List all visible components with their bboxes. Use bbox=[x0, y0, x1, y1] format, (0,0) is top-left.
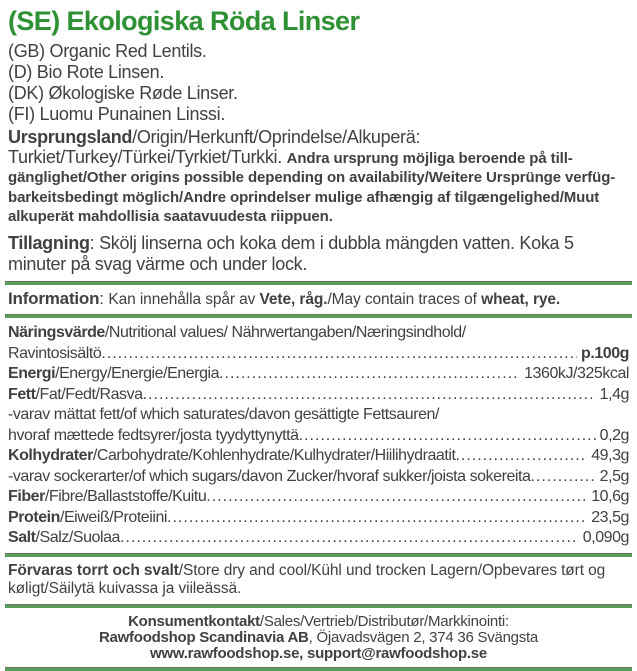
text-segment: wheat, rye. bbox=[481, 291, 561, 309]
text-segment: : bbox=[99, 289, 109, 309]
text-segment: /Nutritional values/ Nährwertangaben/Næringsindhold/ bbox=[104, 324, 466, 342]
text-segment: www.rawfoodshop.se, support@rawfoodshop.se bbox=[150, 644, 487, 662]
text-segment: /May contain traces of bbox=[327, 291, 482, 309]
text-segment: /Sales/Vertrieb/Distributør/Markkinointi: bbox=[259, 612, 509, 630]
nutrition-row-heading bbox=[8, 405, 629, 426]
text-segment: Kan innehålla spår av bbox=[108, 291, 260, 309]
subtitle-fi: (FI) Luomu Punainen Linssi. bbox=[8, 104, 226, 124]
separator-rule bbox=[5, 667, 632, 671]
dot-leader bbox=[206, 487, 587, 508]
nutrient-value: p.100g bbox=[581, 344, 629, 362]
allergen-information bbox=[8, 289, 629, 310]
text-segment: Konsumentkontakt bbox=[128, 612, 260, 630]
text-segment: /Fibre/Ballaststoffe/Kuitu bbox=[44, 488, 207, 506]
nutrient-label bbox=[8, 487, 206, 508]
subtitle-gb: (GB) Organic Red Lentils. bbox=[8, 41, 207, 61]
nutrient-value: 0,2g bbox=[599, 426, 629, 444]
storage-instructions bbox=[8, 562, 629, 598]
text-segment: /Eiweiß/Proteiini bbox=[59, 508, 168, 526]
text-segment: : Skölj linserna och koka dem i dubbla mängden vatten. Koka 5 minuter på svag värme och under lock. bbox=[8, 233, 574, 274]
text-segment: -varav sockerarter/of which sugars/davon Zucker/hvoraf sukker/joista sokereita bbox=[8, 467, 531, 485]
contact-block bbox=[8, 614, 629, 662]
text-segment: /Carbohydrate/Kohlenhydrate/Kulhydrater/Hiilihydraatit bbox=[92, 447, 456, 465]
text-segment: /Salz/Suolaa bbox=[35, 529, 120, 547]
preparation-paragraph bbox=[8, 233, 629, 274]
nutrition-row bbox=[8, 364, 629, 385]
nutrient-label bbox=[8, 446, 455, 467]
text-segment: Andra ursprung möjliga beroende på tillgänglighet/Other origins possible depending on availability/Weitere Ursprünge verfügbarkeitsbedingt möglich/Andre oprindelser mulige afhængig af tilgængelighed/Muut alkuperät mahdollisia saatavuudesta riippuen. bbox=[8, 149, 616, 226]
text-segment: Energi bbox=[8, 365, 56, 383]
nutrient-value: 1,4g bbox=[599, 385, 629, 403]
text-segment: Salt bbox=[8, 529, 36, 547]
origin-paragraph bbox=[8, 128, 629, 226]
contact-line-web-email bbox=[8, 646, 629, 662]
dot-leader bbox=[101, 344, 577, 365]
text-segment: Ravintosisältö bbox=[8, 344, 102, 362]
nutrition-row bbox=[8, 467, 629, 488]
nutrient-label bbox=[8, 508, 167, 529]
nutrition-row bbox=[8, 344, 629, 365]
text-segment: Turkiet/Turkey/Türkei/Tyrkiet/Turkki. bbox=[8, 146, 287, 167]
text-segment: Protein bbox=[8, 508, 60, 526]
text-segment: Rawfoodshop Scandinavia AB bbox=[98, 628, 309, 646]
text-segment: -varav mättat fett/of which saturates/davon gesättigte Fettsauren/ bbox=[8, 406, 439, 424]
subtitle-dk: (DK) Økologiske Røde Linser. bbox=[8, 83, 238, 103]
dot-leader bbox=[143, 385, 596, 406]
product-title: (SE) Ekologiska Röda Linser bbox=[8, 6, 360, 36]
text-segment: Ursprungsland bbox=[8, 127, 133, 147]
separator-rule bbox=[5, 604, 632, 608]
product-subtitles bbox=[8, 41, 629, 125]
dot-leader bbox=[167, 508, 587, 529]
contact-line-address bbox=[8, 630, 629, 646]
nutrient-value: 49,3g bbox=[591, 447, 629, 465]
nutrient-label bbox=[8, 426, 299, 447]
nutrition-row bbox=[8, 446, 629, 467]
text-segment: /Origin/Herkunft/Oprindelse/Alkuperä: bbox=[132, 127, 421, 147]
dot-leader bbox=[299, 426, 596, 447]
text-segment: /Energy/Energie/Energia bbox=[55, 365, 220, 383]
dot-leader bbox=[530, 467, 595, 488]
nutrient-value: 10,6g bbox=[591, 488, 629, 506]
separator-rule bbox=[5, 281, 632, 285]
dot-leader bbox=[219, 364, 520, 385]
subtitle-d: (D) Bio Rote Linsen. bbox=[8, 62, 165, 82]
text-segment: Kolhydrater bbox=[8, 447, 93, 465]
text-segment: hvoraf mættede fedtsyrer/josta tyydyttynyttä bbox=[8, 426, 299, 444]
nutrition-row bbox=[8, 426, 629, 447]
nutrient-value: 23,5g bbox=[591, 508, 629, 526]
nutrition-row bbox=[8, 385, 629, 406]
text-segment: /Store dry and cool/Kühl und trocken Lagern/Opbevares tørt og køligt/Säilytä kuivassa ja viileässä. bbox=[8, 561, 606, 597]
nutrient-label bbox=[8, 344, 101, 365]
nutrient-value: 1360kJ/325kcal bbox=[524, 365, 629, 383]
nutrient-value: 0,090g bbox=[582, 529, 629, 547]
nutrient-label bbox=[8, 467, 530, 488]
nutrition-row bbox=[8, 487, 629, 508]
nutrient-value: 2,5g bbox=[599, 467, 629, 485]
text-segment: Vete, råg. bbox=[259, 291, 328, 309]
nutrition-row bbox=[8, 508, 629, 529]
nutrition-row-heading bbox=[8, 323, 629, 344]
dot-leader bbox=[120, 528, 579, 549]
text-segment: Information bbox=[8, 289, 100, 309]
text-segment: Fett bbox=[8, 385, 36, 403]
text-segment: Tillagning bbox=[8, 233, 90, 254]
separator-rule bbox=[5, 553, 632, 557]
separator-rule bbox=[5, 314, 632, 318]
dot-leader bbox=[455, 446, 587, 467]
text-segment: Förvaras torrt och svalt bbox=[8, 561, 179, 579]
text-segment: , Öjavadsvägen 2, 374 36 Svängsta bbox=[308, 628, 539, 646]
nutrient-label bbox=[8, 528, 120, 549]
text-segment: Näringsvärde bbox=[8, 324, 105, 342]
nutrition-row bbox=[8, 528, 629, 549]
text-segment: Fiber bbox=[8, 488, 45, 506]
contact-line-roles bbox=[8, 614, 629, 630]
nutrition-table bbox=[8, 323, 629, 549]
text-segment: /Fat/Fedt/Rasva bbox=[35, 385, 143, 403]
nutrient-label bbox=[8, 385, 143, 406]
nutrient-label bbox=[8, 364, 219, 385]
